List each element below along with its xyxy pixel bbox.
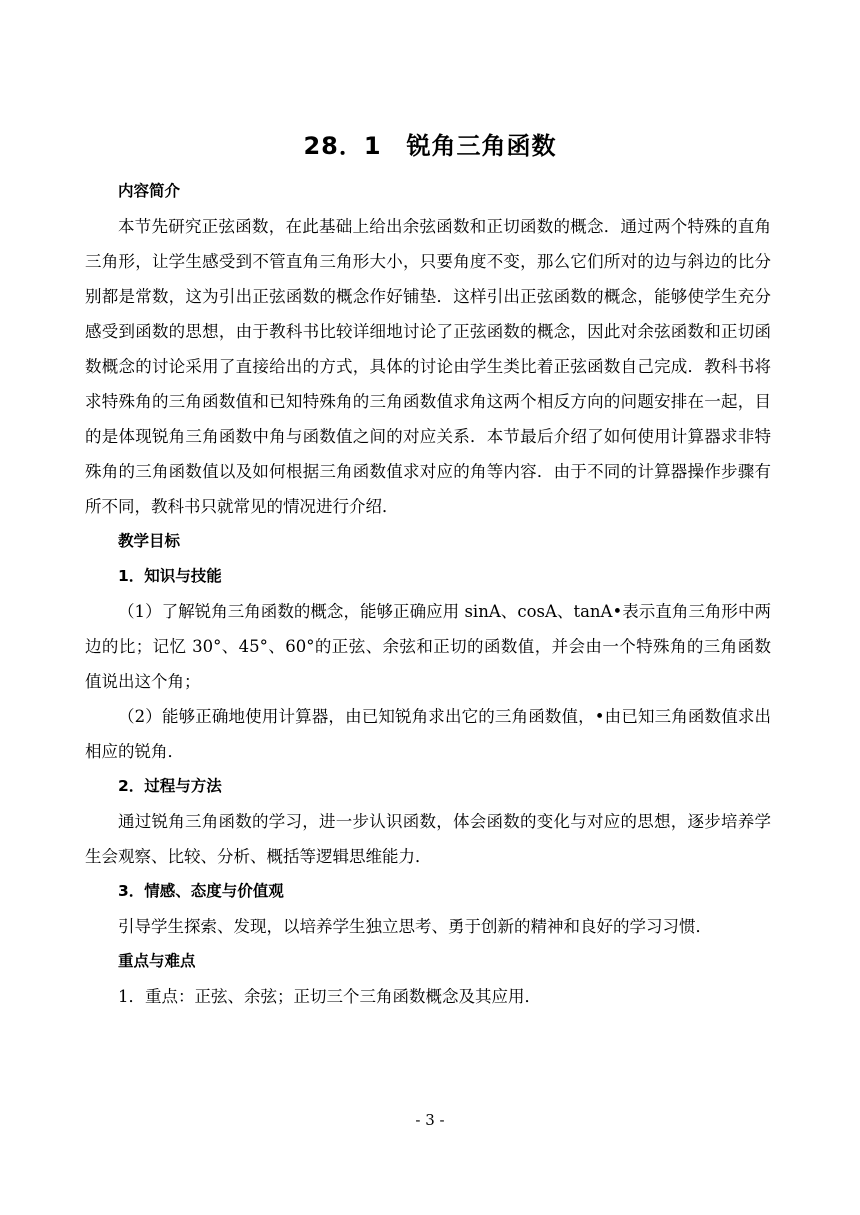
page-number: - 3 - <box>415 1111 445 1129</box>
page-title: 28．1 锐角三角函数 <box>303 132 557 160</box>
key-point-item-1: 1．重点：正弦、余弦；正切三个三角函数概念及其应用． <box>118 987 541 1006</box>
section-heading-intro: 内容简介 <box>118 182 181 200</box>
attitude-values-paragraph: 引导学生探索、发现，以培养学生独立思考、勇于创新的精神和良好的学习习惯． <box>118 917 712 936</box>
goal-item-1: （1）了解锐角三角函数的概念，能够正确应用 sinA、cosA、tanA•表示直角三角形中两边的比；记忆 30°、45°、60°的正弦、余弦和正切的函数值，并会由一个特殊角的三角函数值说出这个角； <box>85 602 771 691</box>
section-heading-goals: 教学目标 <box>118 532 181 550</box>
subheading-attitude-values: 3．情感、态度与价值观 <box>118 882 284 900</box>
intro-paragraph: 本节先研究正弦函数，在此基础上给出余弦函数和正切函数的概念．通过两个特殊的直角三角形，让学生感受到不管直角三角形大小，只要角度不变，那么它们所对的边与斜边的比分别都是常数，这为引出正弦函数的概念作好铺垫．这样引出正弦函数的概念，能够使学生充分感受到函数的思想，由于教科书比较详细地讨论了正弦函数的概念，因此对余弦函数和正切函数概念的讨论采用了直接给出的方式，具体的讨论由学生类比着正弦函数自己完成．教科书将求特殊角的三角函数值和已知特殊角的三角函数值求角这两个相反方向的问题安排在一起，目的是体现锐角三角函数中角与函数值之间的对应关系．本节最后介绍了如何使用计算器求非特殊角的三角函数值以及如何根据三角函数值求对应的角等内容．由于不同的计算器操作步骤有所不同，教科书只就常见的情况进行介绍． <box>85 217 771 516</box>
goal-item-2: （2）能够正确地使用计算器，由已知锐角求出它的三角函数值，•由已知三角函数值求出相应的锐角． <box>85 707 771 761</box>
process-method-paragraph: 通过锐角三角函数的学习，进一步认识函数，体会函数的变化与对应的思想，逐步培养学生会观察、比较、分析、概括等逻辑思维能力． <box>85 812 771 866</box>
subheading-process-method: 2．过程与方法 <box>118 777 222 795</box>
section-heading-key-points: 重点与难点 <box>118 952 196 970</box>
subheading-knowledge-skills: 1．知识与技能 <box>118 567 222 585</box>
document-body <box>85 174 771 1014</box>
